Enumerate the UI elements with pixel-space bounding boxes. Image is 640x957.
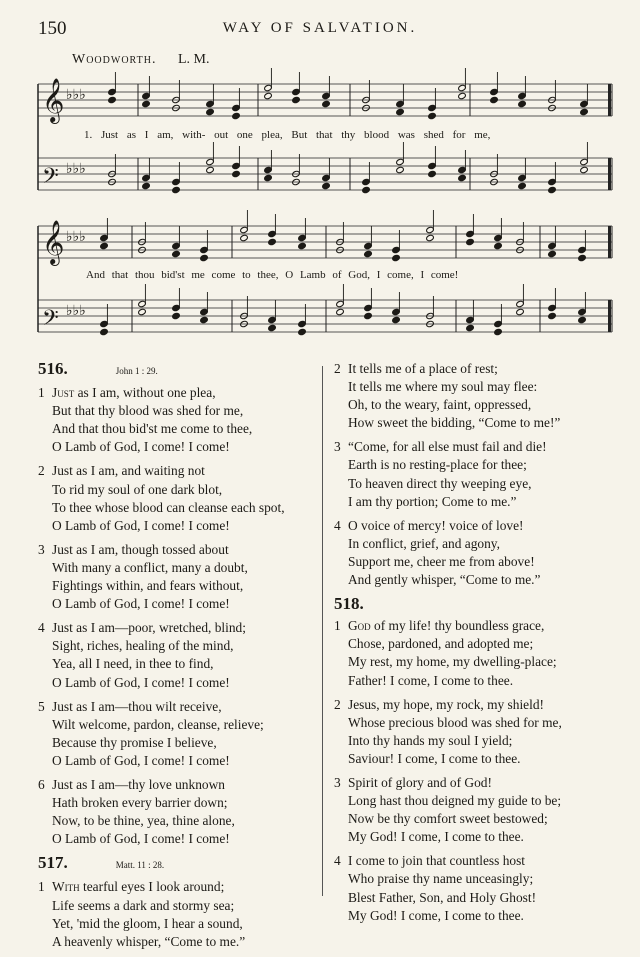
verse-text: Now, to be thine, yea, thine alone, xyxy=(52,813,235,829)
note-head xyxy=(172,186,181,193)
bass-clef: 𝄢 xyxy=(42,164,59,194)
verse-text: Hath broken every barrier down; xyxy=(52,795,228,811)
note-head xyxy=(264,92,273,99)
note-head xyxy=(458,92,467,99)
verse-line xyxy=(334,456,624,474)
verse-line xyxy=(334,617,624,635)
verse-text: Just as I am, though tossed about xyxy=(52,541,229,557)
verse-line xyxy=(334,438,624,456)
verse-text: Just as I am—thy love unknown xyxy=(52,776,225,792)
verse-text: My God! I come, I come to thee. xyxy=(348,829,524,845)
note-head xyxy=(466,238,475,245)
verse-line xyxy=(38,541,328,559)
verse-text: Chose, pardoned, and adopted me; xyxy=(348,636,534,652)
stanza xyxy=(334,517,624,589)
note-head xyxy=(580,108,589,115)
verse-line xyxy=(38,402,328,420)
note-head xyxy=(322,100,331,107)
stanza-number: 2 xyxy=(38,463,45,479)
verse-text: O Lamb of God, I come! I come! xyxy=(52,439,230,455)
hymn-517 xyxy=(38,854,328,950)
note-head xyxy=(548,250,557,257)
verse-text: Life seems a dark and stormy sea; xyxy=(52,897,235,913)
verse-text: Blest Father, Son, and Holy Ghost! xyxy=(348,889,537,905)
verse-line xyxy=(334,907,624,925)
note-head xyxy=(548,312,557,319)
key-signature: ♭♭♭ xyxy=(66,162,86,177)
note-head xyxy=(268,324,277,331)
verse-text: Support me, cheer me from above! xyxy=(348,553,535,569)
verse-line xyxy=(334,517,624,535)
verse-text: Sight, riches, healing of the mind, xyxy=(52,638,234,654)
verse-line xyxy=(38,655,328,673)
stanza xyxy=(334,774,624,846)
verse-text: Oh, to the weary, faint, oppressed, xyxy=(348,397,532,413)
verse-text: as I am, without one plea, xyxy=(77,385,216,401)
note-head xyxy=(580,166,589,173)
stanza xyxy=(334,852,624,924)
stanza xyxy=(334,438,624,510)
page-number: 150 xyxy=(38,18,67,39)
verse-text: Because thy promise I believe, xyxy=(52,734,217,750)
staff-bass-2 xyxy=(38,300,612,332)
hymn-number: 517. xyxy=(38,853,68,873)
text-column-right xyxy=(334,360,624,931)
note-head xyxy=(426,234,435,241)
note-head xyxy=(494,328,503,335)
verse-line xyxy=(38,637,328,655)
tune-meter: L. M. xyxy=(177,52,210,67)
verse-text: How sweet the bidding, “Come to me!” xyxy=(348,415,561,431)
note-head xyxy=(200,316,209,323)
stanza-number: 3 xyxy=(38,541,45,557)
verse-text: It tells me where my soul may flee: xyxy=(348,379,538,395)
stanza xyxy=(334,696,624,768)
verse-line xyxy=(38,933,328,951)
note-head xyxy=(240,234,249,241)
verse-text: O Lamb of God, I come! I come! xyxy=(52,596,230,612)
verse-line xyxy=(334,696,624,714)
verse-text: To thee whose blood can cleanse each spot, xyxy=(52,499,285,515)
stanza xyxy=(38,384,328,456)
final-barline xyxy=(608,158,611,190)
verse-text: With many a conflict, many a doubt, xyxy=(52,559,248,575)
first-word: God xyxy=(348,618,371,634)
hymn-heading xyxy=(38,360,328,380)
note-head xyxy=(100,242,109,249)
verse-line xyxy=(38,559,328,577)
stanza-number: 3 xyxy=(334,439,341,455)
note-head xyxy=(322,182,331,189)
verse-text: Now be thy comfort sweet bestowed; xyxy=(348,811,548,827)
verse-text: My God! I come, I come to thee. xyxy=(348,907,524,923)
staff-treble-1 xyxy=(38,84,612,116)
note-head xyxy=(206,166,215,173)
note-head xyxy=(458,174,467,181)
verse-line xyxy=(334,852,624,870)
verse-line xyxy=(334,414,624,432)
verse-line xyxy=(38,812,328,830)
stanza-number: 1 xyxy=(334,618,341,634)
verse-line xyxy=(38,499,328,517)
verse-line xyxy=(334,475,624,493)
note-head xyxy=(232,112,241,119)
verse-line xyxy=(334,750,624,768)
hymn-517-continued xyxy=(334,360,624,589)
verse-line xyxy=(38,619,328,637)
verse-text: My rest, my home, my dwelling-place; xyxy=(348,654,557,670)
verse-line xyxy=(38,776,328,794)
verse-text: O Lamb of God, I come! I come! xyxy=(52,674,230,690)
verse-text: tearful eyes I look around; xyxy=(83,879,225,895)
verse-line xyxy=(38,674,328,692)
note-head xyxy=(518,182,527,189)
note-head xyxy=(466,324,475,331)
note-head xyxy=(362,186,371,193)
verse-line xyxy=(38,878,328,896)
verse-line xyxy=(38,897,328,915)
verse-text: Yet, 'mid the gloom, I hear a sound, xyxy=(52,915,243,931)
stanza xyxy=(38,776,328,848)
verse-text: O Lamb of God, I come! I come! xyxy=(52,831,230,847)
final-barline xyxy=(608,226,611,258)
hymn-516 xyxy=(38,360,328,848)
text-column-left xyxy=(38,360,328,957)
verse-line xyxy=(334,732,624,750)
verse-line xyxy=(334,553,624,571)
verse-line xyxy=(38,384,328,402)
verse-text: Spirit of glory and of God! xyxy=(348,774,492,790)
verse-line xyxy=(334,810,624,828)
verse-text: I come to join that countless host xyxy=(348,853,526,869)
verse-line xyxy=(334,378,624,396)
note-head xyxy=(428,170,437,177)
note-head xyxy=(232,170,241,177)
stanza-number: 1 xyxy=(38,879,45,895)
verse-text: Into thy hands my soul I yield; xyxy=(348,732,513,748)
final-barline xyxy=(608,300,611,332)
first-word: With xyxy=(52,879,80,895)
note-head xyxy=(298,242,307,249)
verse-line xyxy=(334,889,624,907)
verse-text: Just as I am—thou wilt receive, xyxy=(52,698,222,714)
bass-clef: 𝄢 xyxy=(42,306,59,336)
verse-line xyxy=(334,774,624,792)
verse-text: Wilt welcome, pardon, cleanse, relieve; xyxy=(52,716,264,732)
hymn-number: 518. xyxy=(334,594,364,614)
verse-text: To heaven direct thy weeping eye, xyxy=(348,475,532,491)
note-head xyxy=(142,100,151,107)
verse-text: O voice of mercy! voice of love! xyxy=(348,517,524,533)
stanza xyxy=(38,619,328,691)
verse-text: “Come, for all else must fail and die! xyxy=(348,439,547,455)
key-signature: ♭♭♭ xyxy=(66,304,86,319)
note-head xyxy=(100,328,109,335)
note-head xyxy=(490,96,499,103)
verse-text: Yea, all I need, in thee to find, xyxy=(52,656,214,672)
hymn-heading xyxy=(38,854,328,874)
treble-clef: 𝄞 xyxy=(42,220,65,264)
verse-text: Long hast thou deigned my guide to be; xyxy=(348,793,562,809)
stanza-number: 5 xyxy=(38,698,45,714)
verse-line xyxy=(334,714,624,732)
note-head xyxy=(396,108,405,115)
verse-text: O Lamb of God, I come! I come! xyxy=(52,517,230,533)
hymn-518 xyxy=(334,595,624,925)
music-lyrics-line-2: And that thou bid'st me come to thee, O Lamb of God, I come, I come! xyxy=(86,269,459,281)
note-head xyxy=(364,250,373,257)
note-head xyxy=(392,254,401,261)
verse-text: Fightings within, and fears without, xyxy=(52,578,244,594)
note-head xyxy=(428,112,437,119)
stanza xyxy=(38,541,328,613)
note-head xyxy=(392,316,401,323)
note-head xyxy=(516,308,525,315)
verse-line xyxy=(38,698,328,716)
treble-clef: 𝄞 xyxy=(42,78,65,122)
verse-text: Jesus, my hope, my rock, my shield! xyxy=(348,696,545,712)
verse-text: Whose precious blood was shed for me, xyxy=(348,714,562,730)
verse-line xyxy=(38,577,328,595)
music-score xyxy=(0,0,640,360)
note-head xyxy=(108,96,117,103)
verse-line xyxy=(38,438,328,456)
verse-text: I am thy portion; Come to me.” xyxy=(348,493,517,509)
verse-text: A heavenly whisper, “Come to me.” xyxy=(52,933,246,949)
stanza xyxy=(334,617,624,689)
stanza-number: 1 xyxy=(38,385,45,401)
note-head xyxy=(172,312,181,319)
verse-line xyxy=(334,828,624,846)
verse-line xyxy=(334,635,624,653)
verse-line xyxy=(38,734,328,752)
verse-text: It tells me of a place of rest; xyxy=(348,361,498,376)
note-head xyxy=(268,238,277,245)
note-head xyxy=(548,186,557,193)
verse-line xyxy=(334,571,624,589)
verse-line xyxy=(38,716,328,734)
verse-line xyxy=(334,396,624,414)
verse-text: Earth is no resting-place for thee; xyxy=(348,457,527,473)
hymn-heading xyxy=(334,595,624,613)
verse-line xyxy=(334,653,624,671)
verse-text: Father! I come, I come to thee. xyxy=(348,672,514,688)
key-signature: ♭♭♭ xyxy=(66,230,86,245)
stanza xyxy=(334,360,624,432)
stanza-number: 3 xyxy=(334,774,341,790)
verse-text: To rid my soul of one dark blot, xyxy=(52,481,223,497)
key-signature: ♭♭♭ xyxy=(66,88,86,103)
stanza-number: 6 xyxy=(38,776,45,792)
stanza-number: 4 xyxy=(334,853,341,869)
note-head xyxy=(364,312,373,319)
note-head xyxy=(494,242,503,249)
tune-name: Woodworth. xyxy=(72,52,157,67)
stanza-number: 2 xyxy=(334,361,341,376)
verse-line xyxy=(38,462,328,480)
verse-line xyxy=(334,792,624,810)
note-head xyxy=(264,174,273,181)
music-lyrics-line-1: 1. Just as I am, with- out one plea, But that thy blood was shed for me, xyxy=(84,129,491,141)
note-head xyxy=(578,254,587,261)
hymn-number: 516. xyxy=(38,359,68,378)
note-head xyxy=(396,166,405,173)
verse-text: And gently whisper, “Come to me.” xyxy=(348,572,541,588)
stanza xyxy=(38,698,328,770)
verse-line xyxy=(38,830,328,848)
note-head xyxy=(206,108,215,115)
verse-text: Just as I am, and waiting not xyxy=(52,463,205,479)
verse-line xyxy=(334,493,624,511)
note-head xyxy=(298,328,307,335)
final-barline xyxy=(608,84,611,116)
hymn-scripture-ref: Matt. 11 : 28. xyxy=(115,860,165,871)
note-head xyxy=(142,182,151,189)
note-head xyxy=(578,316,587,323)
verse-text: But that thy blood was shed for me, xyxy=(52,403,244,419)
verse-line xyxy=(38,794,328,812)
first-word: Just xyxy=(52,385,75,401)
note-head xyxy=(138,308,147,315)
verse-line xyxy=(38,595,328,613)
verse-line xyxy=(38,420,328,438)
stanza-number: 4 xyxy=(334,517,341,533)
verse-text: Just as I am—poor, wretched, blind; xyxy=(52,620,246,636)
verse-line xyxy=(38,481,328,499)
verse-line xyxy=(38,915,328,933)
verse-text: In conflict, grief, and agony, xyxy=(348,535,500,551)
verse-text: Saviour! I come, I come to thee. xyxy=(348,750,521,766)
note-head xyxy=(292,96,301,103)
verse-line xyxy=(334,360,624,378)
verse-line xyxy=(334,672,624,690)
note-head xyxy=(200,254,209,261)
verse-text: of my life! thy boundless grace, xyxy=(374,618,545,634)
verse-line xyxy=(334,870,624,888)
verse-text: And that thou bid'st me come to thee, xyxy=(52,421,253,437)
note-head xyxy=(172,250,181,257)
stanza-number: 2 xyxy=(334,696,341,712)
staff-treble-2 xyxy=(38,226,612,258)
verse-line xyxy=(38,752,328,770)
note-head xyxy=(518,100,527,107)
note-head xyxy=(336,308,345,315)
verse-text: Who praise thy name unceasingly; xyxy=(348,871,534,887)
verse-line xyxy=(334,535,624,553)
verse-line xyxy=(38,517,328,535)
stanza xyxy=(38,878,328,950)
stanza xyxy=(38,462,328,534)
running-title: WAY OF SALVATION. xyxy=(222,20,418,36)
stanza-number: 4 xyxy=(38,620,45,636)
verse-text: O Lamb of God, I come! I come! xyxy=(52,752,230,768)
hymn-scripture-ref: John 1 : 29. xyxy=(115,366,158,376)
